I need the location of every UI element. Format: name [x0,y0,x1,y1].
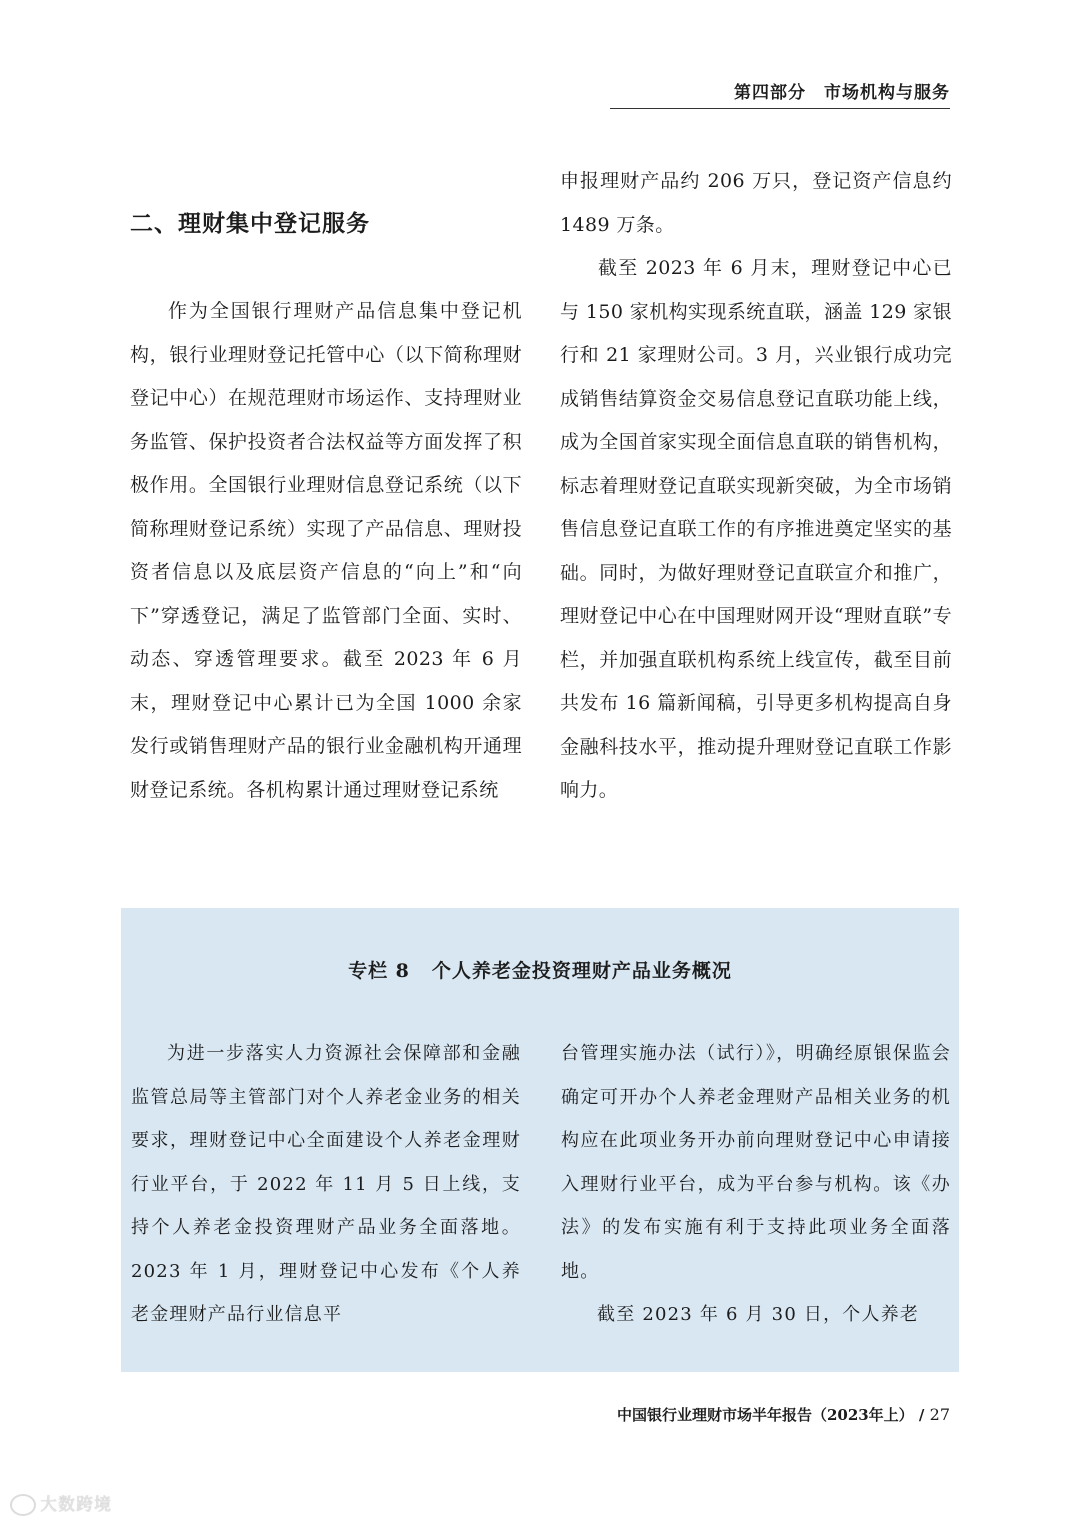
right-continuation: 申报理财产品约 206 万只，登记资产信息约 1489 万条。 [560,170,952,236]
box-left-paragraph: 为进一步落实人力资源社会保障部和金融监管总局等主管部门对个人养老金业务的相关要求，理财登记中心全面建设个人养老金理财行业平台，于 2022 年 11 月 5 日上线，支持个人养老金投资理财产品业务全面落地。2023 年 1 月，理财登记中心发布《个人养老金理财产品行业信息平 [131,1043,521,1325]
box-right-continuation: 台管理实施办法（试行）》，明确经原银保监会确定可开办个人养老金理财产品相关业务的机构应在此项业务开办前向理财登记中心申请接入理财行业平台，成为平台参与机构。该《办法》的发布实施有利于支持此项业务全面落地。 [561,1043,951,1282]
page-number: 27 [929,1405,950,1424]
running-header [600,78,950,103]
header-rule [610,108,950,109]
box-title [121,956,959,983]
header-part-title: 市场机构与服务 [824,83,950,103]
footer-separator: / [918,1406,925,1424]
box-title-text: 个人养老金投资理财产品业务概况 [431,960,732,982]
special-column-box [121,908,959,1372]
box-left-column [131,1032,521,1337]
box-right-paragraph: 截至 2023 年 6 月 30 日，个人养老 [597,1304,920,1325]
watermark-logo-icon [10,1494,36,1516]
right-column [560,160,952,813]
left-column [130,290,522,812]
section-heading: 二、理财集中登记服务 [130,211,370,237]
footer-report-title: 中国银行业理财市场半年报告（2023年上） [616,1406,914,1424]
box-right-column [561,1032,951,1337]
left-paragraph: 作为全国银行理财产品信息集中登记机构，银行业理财登记托管中心（以下简称理财登记中心）在规范理财市场运作、支持理财业务监管、保护投资者合法权益等方面发挥了积极作用。全国银行业理财信息登记系统（以下简称理财登记系统）实现了产品信息、理财投资者信息以及底层资产信息的“向上”和“向下”穿透登记，满足了监管部门全面、实时、动态、穿透管理要求。截至 2023 年 6 月末，理财登记中心累计已为全国 1000 余家发行或销售理财产品的银行业金融机构开通理财登记系统。各机构累计通过理财登记系统 [130,300,522,801]
page-footer [540,1404,950,1425]
box-label: 专栏 8 [348,960,410,982]
watermark [10,1490,112,1516]
header-part: 第四部分 [734,83,806,103]
watermark-text: 大数跨境 [40,1495,112,1515]
right-paragraph: 截至 2023 年 6 月末，理财登记中心已与 150 家机构实现系统直联，涵盖 129 家银行和 21 家理财公司。3 月，兴业银行成功完成销售结算资金交易信息登记直联功能上线，成为全国首家实现全面信息直联的销售机构，标志着理财登记直联实现新突破，为全市场销售信息登记直联工作的有序推进奠定坚实的基础。同时，为做好理财登记直联宣介和推广，理财登记中心在中国理财网开设“理财直联”专栏，并加强直联机构系统上线宣传，截至目前共发布 16 篇新闻稿，引导更多机构提高自身金融科技水平，推动提升理财登记直联工作影响力。 [560,257,952,801]
